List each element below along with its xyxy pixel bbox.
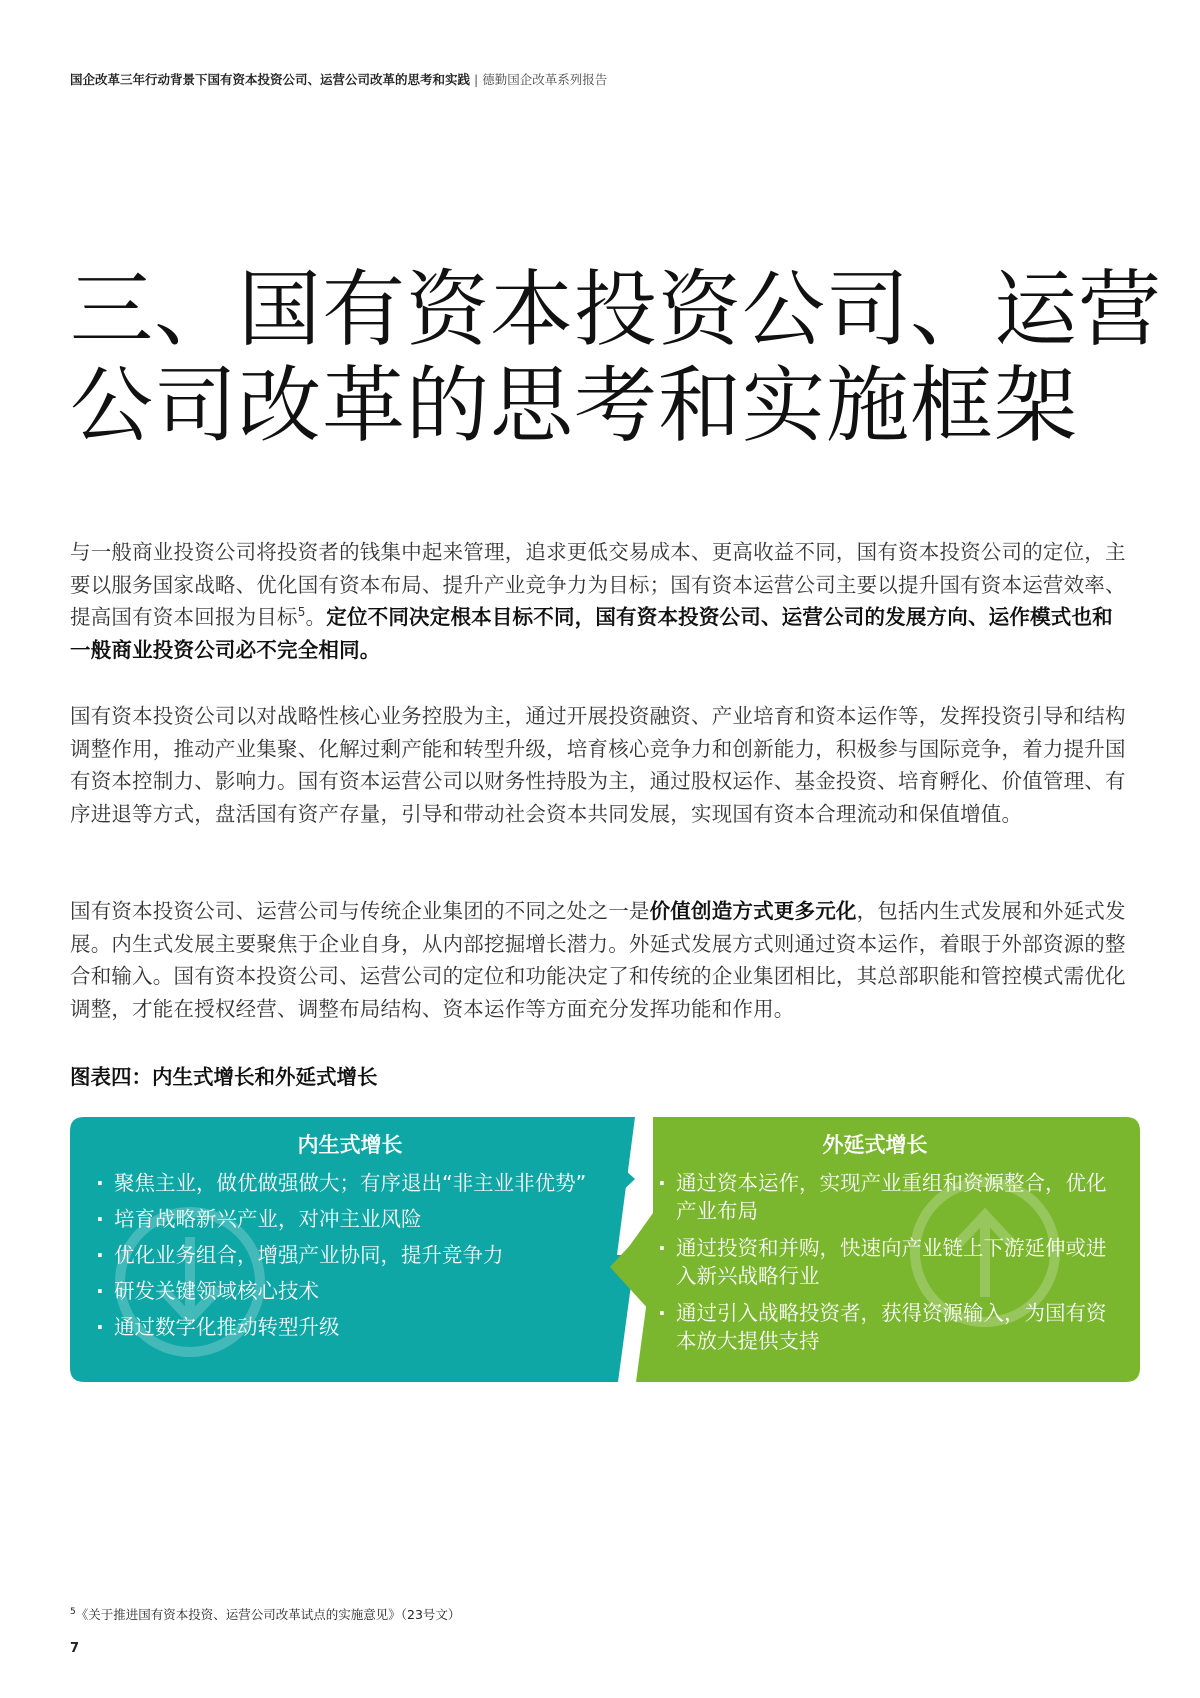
paragraph-3-bold: 价值创造方式更多元化: [649, 899, 857, 923]
paragraph-positioning: [70, 536, 1130, 666]
external-growth-list: [658, 1169, 1108, 1364]
list-item: · 优化业务组合，增强产业协同，提升竞争力: [96, 1241, 596, 1269]
paragraph-value-creation: [70, 895, 1130, 1025]
external-growth-title: 外延式增长: [822, 1133, 928, 1157]
list-item: · 通过投资和并购，快速向产业链上下游延伸或进入新兴战略行业: [658, 1234, 1108, 1290]
paragraph-1-period: 。: [305, 605, 327, 629]
report-title: 国企改革三年行动背景下国有资本投资公司、运营公司改革的思考和实践: [70, 72, 471, 87]
paragraph-roles: [70, 700, 1130, 830]
paragraph-3-after: ，包括内生式发展和外延式发展。内生式发展主要聚焦于企业自身，从内部挖掘增长潜力。外延式发展方式则通过资本运作，着眼于外部资源的整合和输入。国有资本投资公司、运营公司的定位和功能决定了和传统的企业集团相比，其总部职能和管控模式需优化调整，才能在授权经营、调整布局结构、资本运作等方面充分发挥功能和作用。: [70, 899, 1126, 1021]
running-header: [70, 70, 607, 88]
paragraph-1-bold: 定位不同决定根本目标不同，国有资本投资公司、运营公司的发展方向、运作模式也和一般商业投资公司必不完全相同。: [70, 605, 1113, 662]
paragraph-3-before: 国有资本投资公司、运营公司与传统企业集团的不同之处之一是: [70, 899, 650, 923]
paragraph-1-text: 与一般商业投资公司将投资者的钱集中起来管理，追求更低交易成本、更高收益不同，国有资本投资公司的定位，主要以服务国家战略、优化国有资本布局、提升产业竞争力为目标；国有资本运营公司主要以提升国有资本运营效率、提高国有资本回报为目标: [70, 540, 1126, 629]
page-title-line-2: 公司改革的思考和实施框架: [70, 357, 1078, 454]
page-title: [70, 261, 1162, 454]
list-item: · 通过引入战略投资者，获得资源输入，为国有资本放大提供支持: [658, 1299, 1108, 1355]
list-item: · 通过数字化推动转型升级: [96, 1313, 596, 1341]
paragraph-2-text: 国有资本投资公司以对战略性核心业务控股为主，通过开展投资融资、产业培育和资本运作等，发挥投资引导和结构调整作用，推动产业集聚、化解过剩产能和转型升级，培育核心竞争力和创新能力，积极参与国际竞争，着力提升国有资本控制力、影响力。国有资本运营公司以财务性持股为主，通过股权运作、基金投资、培育孵化、价值管理、有序进退等方式，盘活国有资产存量，引导和带动社会资本共同发展，实现国有资本合理流动和保值增值。: [70, 704, 1126, 826]
page-number: 7: [70, 1641, 80, 1656]
page-title-line-1: 三、国有资本投资公司、运营: [70, 261, 1162, 358]
list-item: · 研发关键领域核心技术: [96, 1277, 596, 1305]
internal-growth-title: 内生式增长: [297, 1133, 403, 1157]
list-item: · 聚焦主业，做优做强做大；有序退出“非主业非优势”: [96, 1169, 596, 1197]
list-item: · 培育战略新兴产业，对冲主业风险: [96, 1205, 596, 1233]
footnote-text: 《关于推进国有资本投资、运营公司改革试点的实施意见》（23号文）: [75, 1607, 461, 1622]
internal-growth-list: [96, 1169, 596, 1349]
footnote-ref[interactable]: 5: [297, 605, 306, 620]
figure-title: 图表四：内生式增长和外延式增长: [70, 1065, 378, 1089]
footnote: [70, 1605, 460, 1623]
header-separator: |: [470, 72, 483, 87]
report-series: 德勤国企改革系列报告: [482, 72, 608, 87]
footnote-number: 5: [70, 1606, 76, 1617]
list-item: · 通过资本运作，实现产业重组和资源整合，优化产业布局: [658, 1169, 1108, 1225]
growth-diagram: [70, 1117, 1140, 1382]
